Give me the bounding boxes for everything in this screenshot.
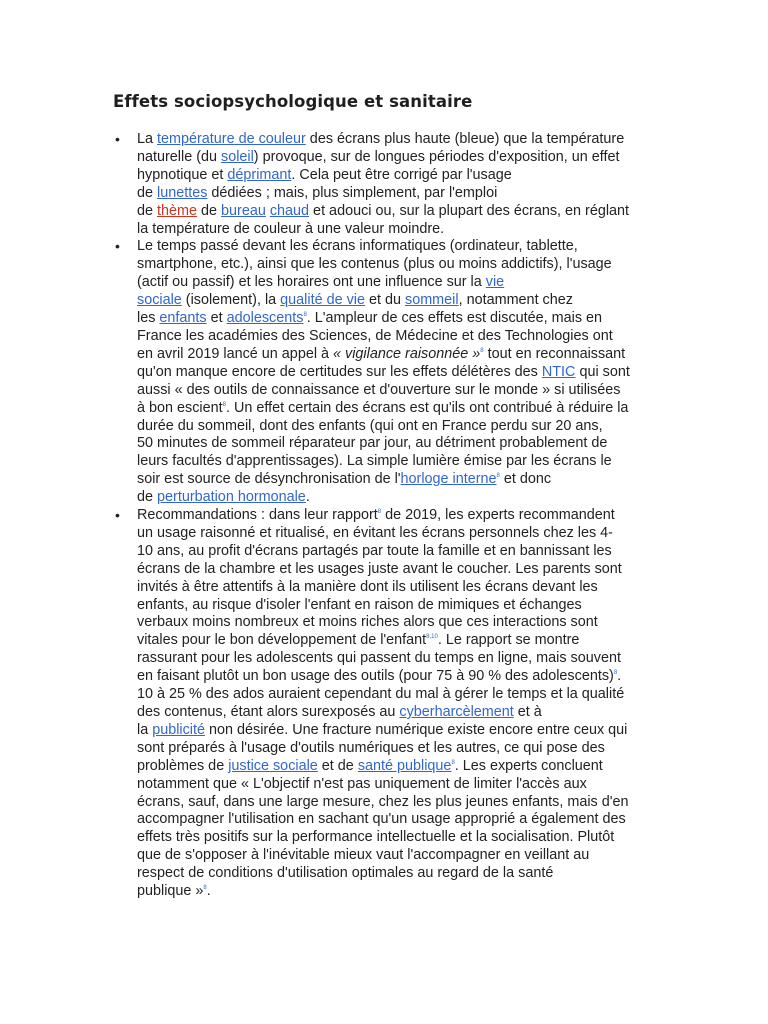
- link-qualite-de-vie[interactable]: qualité de vie: [280, 292, 365, 309]
- reference-link[interactable]: 8: [496, 473, 500, 480]
- link-vie-sociale[interactable]: sociale: [137, 292, 182, 309]
- link-bureau[interactable]: bureau: [221, 202, 266, 219]
- reference-link[interactable]: 8: [613, 670, 618, 677]
- link-adolescents[interactable]: adolescents: [226, 310, 304, 327]
- link-horloge-interne[interactable]: horloge interne: [400, 471, 497, 488]
- link-perturbation-hormonale[interactable]: perturbation hormonale: [157, 489, 306, 506]
- link-temperature-couleur[interactable]: température de couleur: [157, 131, 306, 147]
- link-cyberharcelement[interactable]: cyberharcèlement: [399, 704, 514, 720]
- link-publicite[interactable]: publicité: [152, 721, 206, 738]
- link-chaud[interactable]: chaud: [269, 202, 310, 219]
- list-item: • Recommandations : dans leur rapport$^8$ de 2019, les experts recommandent un usage raisonné et ritualisé, en évitant les écrans personnels chez les 4- 10 ans, au profit d'écrans partagés par toute la famille et en bannissant les écrans de la chambre et les usages juste avant le coucher. Les parents sont invités à être attentifs à la manière dont ils utilisent les écrans devant les enfants, au risque d'isoler l'enfant en raison de mimiques et échanges verbaux moins nombreux et moins riches alors que ces interactions sont vitales pour le bon développement de l'enfant$^{8,10}$. Le rapport se montre rassurant pour les adolescents qui passent du temps en ligne, mais souvent en faisant plutôt un bon usage des outils (pour 75 à 90 % des adolescents)$^8$. 10 à 25 % des ados auraient cependant du mal à gérer le temps et la qualité des contenus, étant alors surexposés au cyberharcèlement et à la publicité non désirée. Une fracture numérique existe encore entre ceux qui sont préparés à l'usage d'outils numériques et les autres, ce qui pose des problèmes de justice sociale et de santé publique$^8$. Les experts concluent notamment que « L'objectif n'est pas uniquement de limiter l'accès aux écrans, sauf, dans une large mesure, chez les plus jeunes enfants, mais d'en accompagner l'utilisation en sachant qu'un usage approprié a également des effets très positifs sur la performance intellectuelle et la socialisation. Plutôt que de s'opposer à l'inévitable mieux vaut l'accompagner en veillant au respect de conditions d'utilisation optimales au regard de la santé publique »$^8$.: [137, 507, 657, 901]
- section-heading: Effets sociopsychologique et sanitaire: [113, 92, 473, 111]
- link-deprimant[interactable]: déprimant: [227, 166, 292, 183]
- reference-link[interactable]: 8: [377, 509, 382, 516]
- reference-link[interactable]: 8: [203, 885, 207, 892]
- reference-link[interactable]: 8,10: [426, 634, 438, 641]
- reference-link[interactable]: 8: [303, 312, 307, 319]
- link-enfants[interactable]: enfants: [159, 310, 207, 327]
- reference-link[interactable]: 8: [222, 401, 226, 408]
- reference-link[interactable]: 8: [451, 759, 455, 766]
- list-item: • Le temps passé devant les écrans informatiques (ordinateur, tablette, smartphone, etc.), ainsi que les contenus (plus ou moins addictifs), l'usage (actif ou passif) et les horaires ont une influence sur la vie sociale (isolement), la qualité de vie et du sommeil, notamment chez les enfants et adolescents$^8$. L'ampleur de ces effets est discutée, mais en France les académies des Sciences, de Médecine et des Technologies ont en avril 2019 lancé un appel à « vigilance raisonnée »$^8$ tout en reconnaissant qu'on manque encore de certitudes sur les effets délétères des NTIC qui sont aussi « des outils de connaissance et d'ouverture sur le monde » si utilisées à bon escient$^8$. Un effet certain des écrans est qu'ils ont contribué à réduire la durée du sommeil, dont des enfants (qui ont en France perdu sur 20 ans, 50 minutes de sommeil réparateur par jour, au détriment probablement de leurs facultés d'apprentissages). La simple lumière émise par les écrans le soir est source de désynchronisation de l'horloge interne$^8$ et donc de perturbation hormonale.: [137, 238, 657, 507]
- link-sante-publique[interactable]: santé publique: [357, 757, 452, 774]
- reference-link[interactable]: 8: [480, 347, 484, 354]
- list-item: • La température de couleur des écrans plus haute (bleue) que la température naturelle (du soleil) provoque, sur de longues périodes d'exposition, un effet hypnotique et déprimant. Cela peut être corrigé par l'usage de lunettes dédiées ; mais, plus simplement, par l'emploi de thème de bureau chaud et adouci ou, sur la plupart des écrans, en réglant la température de couleur à une valeur moindre.: [137, 131, 657, 238]
- link-justice-sociale[interactable]: justice sociale: [228, 757, 318, 774]
- link-sommeil[interactable]: sommeil: [405, 292, 459, 309]
- link-ntic[interactable]: NTIC: [541, 363, 576, 380]
- link-soleil[interactable]: soleil: [221, 148, 254, 165]
- bullet-list: [137, 131, 657, 901]
- link-theme[interactable]: thème: [157, 202, 198, 219]
- link-vie-sociale[interactable]: vie: [485, 274, 505, 291]
- link-lunettes[interactable]: lunettes: [157, 184, 208, 201]
